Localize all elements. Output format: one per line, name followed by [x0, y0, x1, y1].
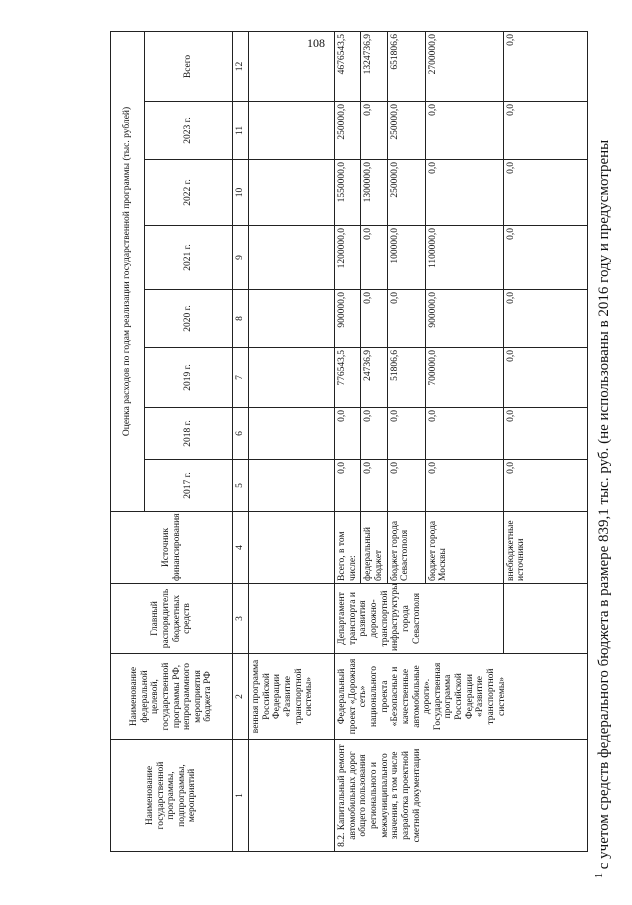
source-label: Всего, в том числе:	[335, 512, 361, 584]
header-total: Всего	[145, 31, 233, 101]
item-program-name: 8.2. Капитальный ремонт автомобильных дорог общего пользования регионального и межмуниципального значения, в том числе разработка проектной сметной документации	[335, 740, 588, 852]
col-number: 5	[233, 460, 249, 512]
value-cell: 1200000,0	[335, 226, 361, 290]
value-cell: 0,0	[361, 460, 387, 512]
col-number: 9	[233, 226, 249, 290]
value-cell: 0,0	[503, 460, 587, 512]
header-expenditure-group: Оценка расходов по годам реализации государственной программы (тыс. рублей)	[111, 31, 145, 511]
value-cell: 0,0	[335, 460, 361, 512]
value-cell: 250000,0	[335, 102, 361, 160]
table-row	[335, 31, 361, 851]
value-cell: 24736,9	[361, 348, 387, 408]
header-year: 2020 г.	[145, 290, 233, 348]
value-cell: 776543,5	[335, 348, 361, 408]
value-cell: 0,0	[425, 160, 503, 226]
value-cell: 4676543,5	[335, 31, 361, 101]
header-federal-program: Наименование федеральной целевой, государственной программы РФ, непрограммного мероприятия бюджета РФ	[111, 654, 233, 740]
source-label: внебюджетные источники	[503, 512, 587, 584]
value-cell: 1100000,0	[425, 226, 503, 290]
value-cell: 0,0	[387, 460, 425, 512]
value-cell: 900000,0	[335, 290, 361, 348]
value-cell: 0,0	[387, 408, 425, 460]
header-year: 2017 г.	[145, 460, 233, 512]
header-year: 2018 г.	[145, 408, 233, 460]
col-number: 12	[233, 31, 249, 101]
header-year: 2019 г.	[145, 348, 233, 408]
value-cell: 0,0	[503, 290, 587, 348]
expenditure-table	[110, 31, 588, 852]
value-cell: 51806,6	[387, 348, 425, 408]
header-budget-manager: Главный распорядитель бюджетных средств	[111, 584, 233, 654]
value-cell: 0,0	[361, 408, 387, 460]
col-number: 7	[233, 348, 249, 408]
header-year: 2021 г.	[145, 226, 233, 290]
value-cell: 1324736,9	[361, 31, 387, 101]
value-cell: 100000,0	[387, 226, 425, 290]
value-cell: 0,0	[503, 408, 587, 460]
value-cell: 250000,0	[387, 102, 425, 160]
value-cell: 1300000,0	[361, 160, 387, 226]
value-cell: 1550000,0	[335, 160, 361, 226]
item-federal-program: Федеральный проект «Дорожная сеть» национального проекта «Безопасные и качественные автомобильные дороги». Государственная программа Российской Федерации «Развитие транспортной системы»	[335, 654, 588, 740]
value-cell: 0,0	[361, 290, 387, 348]
value-cell: 0,0	[503, 348, 587, 408]
value-cell: 0,0	[503, 226, 587, 290]
value-cell: 700000,0	[425, 348, 503, 408]
col-number: 3	[233, 584, 249, 654]
value-cell: 2700000,0	[425, 31, 503, 101]
source-label: федеральный бюджет	[361, 512, 387, 584]
col-number: 6	[233, 408, 249, 460]
value-cell: 0,0	[503, 31, 587, 101]
value-cell: 900000,0	[425, 290, 503, 348]
value-cell: 0,0	[425, 408, 503, 460]
col-number: 2	[233, 654, 249, 740]
col-number: 11	[233, 102, 249, 160]
source-label: бюджет города Севастополя	[387, 512, 425, 584]
col-number: 1	[233, 740, 249, 852]
page-number: 108	[307, 36, 325, 50]
value-cell: 0,0	[503, 102, 587, 160]
value-cell: 0,0	[425, 460, 503, 512]
value-cell: 0,0	[425, 102, 503, 160]
footnote-mark: 1	[594, 873, 605, 878]
value-cell: 0,0	[503, 160, 587, 226]
value-cell: 0,0	[361, 226, 387, 290]
value-cell: 0,0	[387, 290, 425, 348]
header-program: Наименование государственной программы, подпрограммы, мероприятий	[111, 740, 233, 852]
value-cell: 651806,6	[387, 31, 425, 101]
continuation-row	[249, 31, 335, 851]
column-number-row	[233, 31, 249, 851]
footnote	[580, 58, 620, 878]
footnote-text: с учетом средств федерального бюджета в размере 839,1 тыс. руб. (не использованы в 2016 году и предусмотрены	[596, 139, 612, 870]
header-year: 2023 г.	[145, 102, 233, 160]
value-cell: 0,0	[361, 102, 387, 160]
col-number: 8	[233, 290, 249, 348]
item-budget-manager: Департамент транспорта и развития дорожно-транспортной инфраструктуры города Севастополя	[335, 584, 504, 654]
value-cell: 0,0	[335, 408, 361, 460]
value-cell: 250000,0	[387, 160, 425, 226]
continuation-program-text: венная программа Российской Федерации «Развитие транспортной системы»	[249, 654, 335, 740]
header-year: 2022 г.	[145, 160, 233, 226]
col-number: 10	[233, 160, 249, 226]
col-number: 4	[233, 512, 249, 584]
source-label: бюджет города Москвы	[425, 512, 503, 584]
header-funding-source: Источник финансирования	[111, 512, 233, 584]
